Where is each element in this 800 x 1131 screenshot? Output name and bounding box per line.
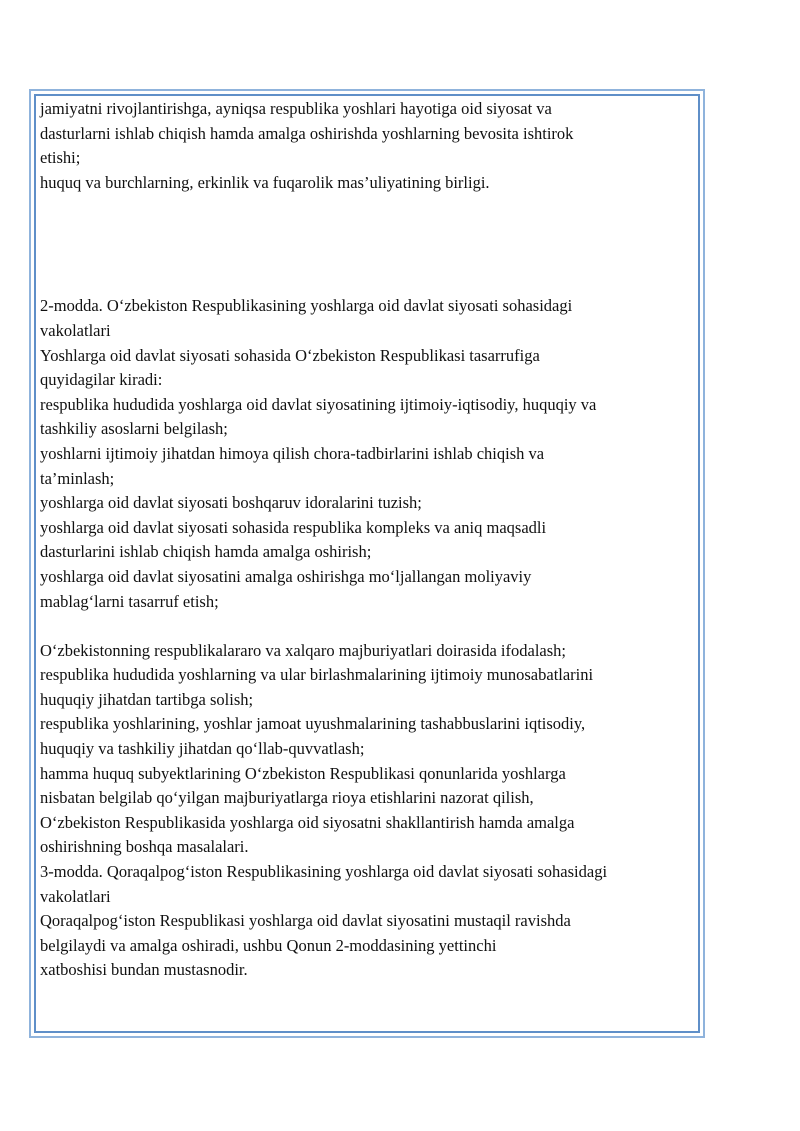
list-item: yoshlarga oid davlat siyosatini amalga oshirishga mo‘ljallangan moliyaviy mablag‘larni tasarruf etish;	[40, 566, 532, 611]
blank-line	[40, 614, 695, 639]
list-item: respublika hududida yoshlarning va ular birlashmalarining ijtimoiy munosabatlarini huquqiy jihatdan tartibga solish;	[40, 665, 594, 709]
list-item: yoshlarga oid davlat siyosati boshqaruv idoralarini tuzish;	[40, 493, 422, 513]
list-item: O‘zbekiston Respublikasida yoshlarga oid siyosatni shakllantirish hamda amalga oshirishning boshqa masalalari.	[40, 812, 575, 857]
paragraph-rights: huquq va burchlarning, erkinlik va fuqarolik mas’uliyatining birligi.	[40, 172, 490, 192]
list-item: yoshlarga oid davlat siyosati sohasida respublika kompleks va aniq maqsadli dasturlarini ishlab chiqish hamda amalga oshirish;	[40, 517, 547, 562]
article-2-title: 2-modda. O‘zbekiston Respublikasining yoshlarga oid davlat siyosati sohasidagi vakolatlari	[40, 296, 573, 340]
list-item: hamma huquq subyektlarining O‘zbekiston Respublikasi qonunlarida yoshlarga nisbatan belgilab qo‘yilgan majburiyatlarga rioya etishlarini nazorat qilish,	[40, 763, 566, 808]
list-item: respublika yoshlarining, yoshlar jamoat uyushmalarining tashabbuslarini iqtisodiy, huquqiy va tashkiliy jihatdan qo‘llab-quvvatlash;	[40, 714, 586, 759]
list-item: yoshlarni ijtimoiy jihatdan himoya qilish chora-tadbirlarini ishlab chiqish va ta’minlash;	[40, 443, 545, 488]
blank-space	[40, 195, 695, 294]
document-body	[40, 97, 695, 983]
article-3-body: Qoraqalpog‘iston Respublikasi yoshlarga oid davlat siyosatini mustaqil ravishda belgilaydi va amalga oshiradi, ushbu Qonun 2-moddasining yettinchi xatboshisi bundan mustasnodir.	[40, 911, 571, 980]
article-2-intro: Yoshlarga oid davlat siyosati sohasida O‘zbekiston Respublikasi tasarrufiga quyidagilar kiradi:	[40, 345, 540, 390]
article-3-title: 3-modda. Qoraqalpog‘iston Respublikasining yoshlarga oid davlat siyosati sohasidagi vakolatlari	[40, 862, 608, 906]
list-item: respublika hududida yoshlarga oid davlat siyosatining ijtimoiy-iqtisodiy, huquqiy va tashkiliy asoslarni belgilash;	[40, 394, 597, 439]
paragraph-development: jamiyatni rivojlantirishga, ayniqsa respublika yoshlari hayotiga oid siyosat va dasturlarni ishlab chiqish hamda amalga oshirishda yoshlarning bevosita ishtirok etishi;	[40, 99, 574, 168]
list-item: O‘zbekistonning respublikalararo va xalqaro majburiyatlari doirasida ifodalash;	[40, 640, 566, 660]
